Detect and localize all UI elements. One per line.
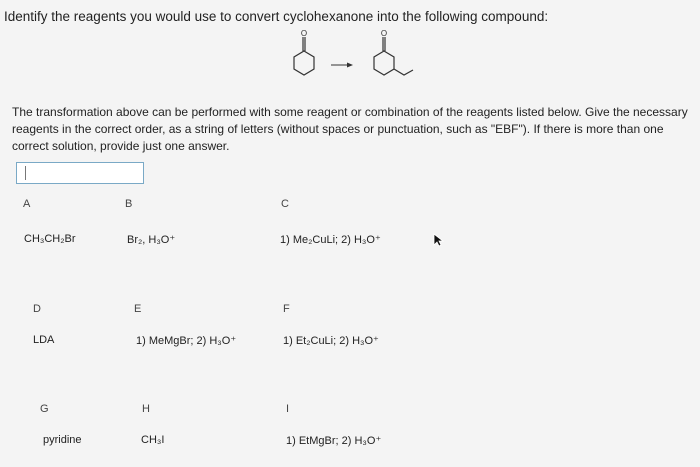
option-reagent-c: 1) Me₂CuLi; 2) H₃O⁺: [280, 234, 381, 246]
question-text: Identify the reagents you would use to convert cyclohexanone into the following compound:: [4, 9, 549, 24]
option-reagent-d: LDA: [33, 334, 55, 346]
option-reagent-h: CH₃I: [141, 434, 165, 446]
instructions-text: The transformation above can be performed with some reagent or combination of the reagents listed below. Give the necessary reagents in the correct order, as a string of letters (without spaces or punctuation, such as "EBF"). If there is more than one correct solution, provide just one answer.: [12, 105, 688, 153]
option-letter-h: H: [142, 403, 150, 415]
option-letter-c: C: [281, 198, 289, 210]
option-letter-g: G: [40, 403, 49, 415]
option-reagent-b: Br₂, H₃O⁺: [127, 234, 176, 246]
option-letter-b: B: [125, 198, 133, 210]
answer-input[interactable]: [16, 162, 144, 184]
option-reagent-g: pyridine: [43, 434, 82, 446]
reaction-scheme-svg: [283, 28, 423, 84]
mouse-pointer-icon: [432, 232, 444, 253]
option-letter-d: D: [33, 303, 41, 315]
cyclohexanone-structure: [294, 37, 314, 75]
option-reagent-f: 1) Et₂CuLi; 2) H₃O⁺: [283, 335, 379, 347]
option-letter-e: E: [134, 303, 142, 315]
carbonyl-oxygen-label: O: [300, 29, 308, 38]
option-reagent-i: 1) EtMgBr; 2) H₃O⁺: [286, 435, 382, 447]
2-ethylcyclohexanone-structure: [374, 37, 413, 75]
option-reagent-a: CH₃CH₂Br: [24, 233, 76, 245]
option-letter-a: A: [23, 198, 31, 210]
option-letter-f: F: [283, 303, 290, 315]
reaction-arrow-icon: [331, 63, 353, 68]
option-letter-i: I: [286, 403, 290, 415]
product-carbonyl-oxygen-label: O: [380, 29, 388, 38]
text-caret: [25, 166, 26, 180]
option-reagent-e: 1) MeMgBr; 2) H₃O⁺: [136, 335, 237, 347]
reaction-scheme: [283, 28, 423, 89]
